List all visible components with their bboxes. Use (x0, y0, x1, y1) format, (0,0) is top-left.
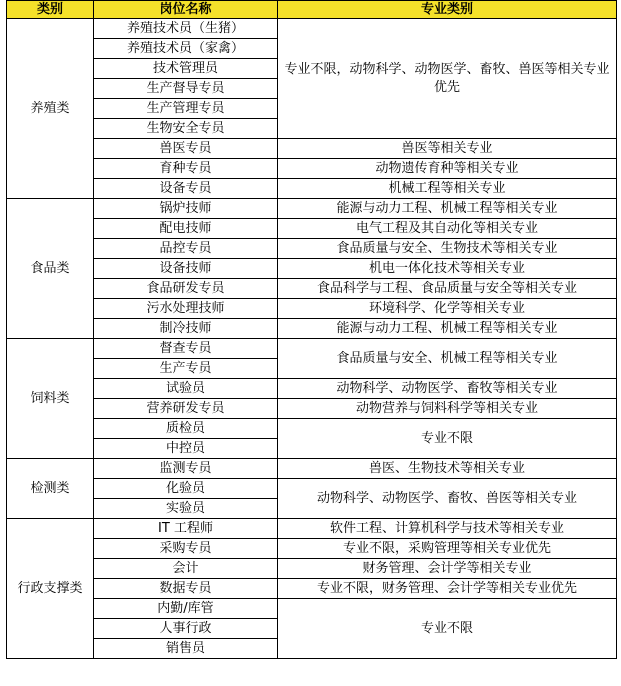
table-row (7, 539, 617, 559)
header-major: 专业类别 (278, 1, 617, 19)
position-cell: 会计 (94, 559, 278, 579)
category-cell: 饲料类 (7, 339, 94, 459)
major-cell: 专业不限 (278, 599, 617, 659)
major-cell: 食品质量与安全、机械工程等相关专业 (278, 339, 617, 379)
major-cell: 动物科学、动物医学、畜牧等相关专业 (278, 379, 617, 399)
table-row (7, 139, 617, 159)
table-row (7, 279, 617, 299)
position-cell: 数据专员 (94, 579, 278, 599)
position-cell: 中控员 (94, 439, 278, 459)
position-cell: 采购专员 (94, 539, 278, 559)
header-position: 岗位名称 (94, 1, 278, 19)
major-cell: 兽医、生物技术等相关专业 (278, 459, 617, 479)
major-cell: 专业不限，采购管理等相关专业优先 (278, 539, 617, 559)
major-cell: 动物遗传育种等相关专业 (278, 159, 617, 179)
category-cell: 食品类 (7, 199, 94, 339)
table-row (7, 519, 617, 539)
table-row (7, 19, 617, 39)
major-cell: 能源与动力工程、机械工程等相关专业 (278, 199, 617, 219)
position-cell: 营养研发专员 (94, 399, 278, 419)
table-row (7, 199, 617, 219)
position-cell: 污水处理技师 (94, 299, 278, 319)
major-cell: 软件工程、计算机科学与技术等相关专业 (278, 519, 617, 539)
major-cell: 动物科学、动物医学、畜牧、兽医等相关专业 (278, 479, 617, 519)
position-cell: 人事行政 (94, 619, 278, 639)
table-row (7, 479, 617, 499)
header-category: 类别 (7, 1, 94, 19)
table-row (7, 219, 617, 239)
table-row (7, 339, 617, 359)
major-cell: 环境科学、化学等相关专业 (278, 299, 617, 319)
position-cell: 试验员 (94, 379, 278, 399)
category-cell: 养殖类 (7, 19, 94, 199)
table-row (7, 399, 617, 419)
table-row (7, 459, 617, 479)
position-cell: 监测专员 (94, 459, 278, 479)
table-row (7, 419, 617, 439)
position-cell: 制冷技师 (94, 319, 278, 339)
category-cell: 行政支撑类 (7, 519, 94, 659)
table-row (7, 259, 617, 279)
major-cell: 动物营养与饲料科学等相关专业 (278, 399, 617, 419)
major-cell: 机电一体化技术等相关专业 (278, 259, 617, 279)
header-row (7, 1, 617, 19)
major-cell: 财务管理、会计学等相关专业 (278, 559, 617, 579)
major-cell: 机械工程等相关专业 (278, 179, 617, 199)
position-cell: 食品研发专员 (94, 279, 278, 299)
position-cell: 育种专员 (94, 159, 278, 179)
major-cell: 电气工程及其自动化等相关专业 (278, 219, 617, 239)
table-row (7, 179, 617, 199)
table-row (7, 299, 617, 319)
table-row (7, 319, 617, 339)
position-cell: 配电技师 (94, 219, 278, 239)
position-cell: 生物安全专员 (94, 119, 278, 139)
position-cell: 设备技师 (94, 259, 278, 279)
position-cell: 内勤/库管 (94, 599, 278, 619)
table-row (7, 239, 617, 259)
position-cell: 化验员 (94, 479, 278, 499)
position-cell: 实验员 (94, 499, 278, 519)
table-row (7, 379, 617, 399)
position-cell: 生产督导专员 (94, 79, 278, 99)
position-cell: 生产专员 (94, 359, 278, 379)
position-cell: 兽医专员 (94, 139, 278, 159)
major-cell: 专业不限，动物科学、动物医学、畜牧、兽医等相关专业优先 (278, 19, 617, 139)
table-row (7, 159, 617, 179)
position-cell: 销售员 (94, 639, 278, 659)
major-cell: 能源与动力工程、机械工程等相关专业 (278, 319, 617, 339)
major-cell: 兽医等相关专业 (278, 139, 617, 159)
position-cell: 技术管理员 (94, 59, 278, 79)
position-cell: IT 工程师 (94, 519, 278, 539)
position-cell: 养殖技术员（生猪） (94, 19, 278, 39)
major-cell: 专业不限 (278, 419, 617, 459)
table-row (7, 559, 617, 579)
job-table (6, 0, 617, 659)
table-row (7, 599, 617, 619)
position-cell: 养殖技术员（家禽） (94, 39, 278, 59)
position-cell: 锅炉技师 (94, 199, 278, 219)
table-row (7, 579, 617, 599)
major-cell: 专业不限，财务管理、会计学等相关专业优先 (278, 579, 617, 599)
major-cell: 食品质量与安全、生物技术等相关专业 (278, 239, 617, 259)
category-cell: 检测类 (7, 459, 94, 519)
position-cell: 品控专员 (94, 239, 278, 259)
position-cell: 设备专员 (94, 179, 278, 199)
position-cell: 生产管理专员 (94, 99, 278, 119)
major-cell: 食品科学与工程、食品质量与安全等相关专业 (278, 279, 617, 299)
position-cell: 督查专员 (94, 339, 278, 359)
position-cell: 质检员 (94, 419, 278, 439)
